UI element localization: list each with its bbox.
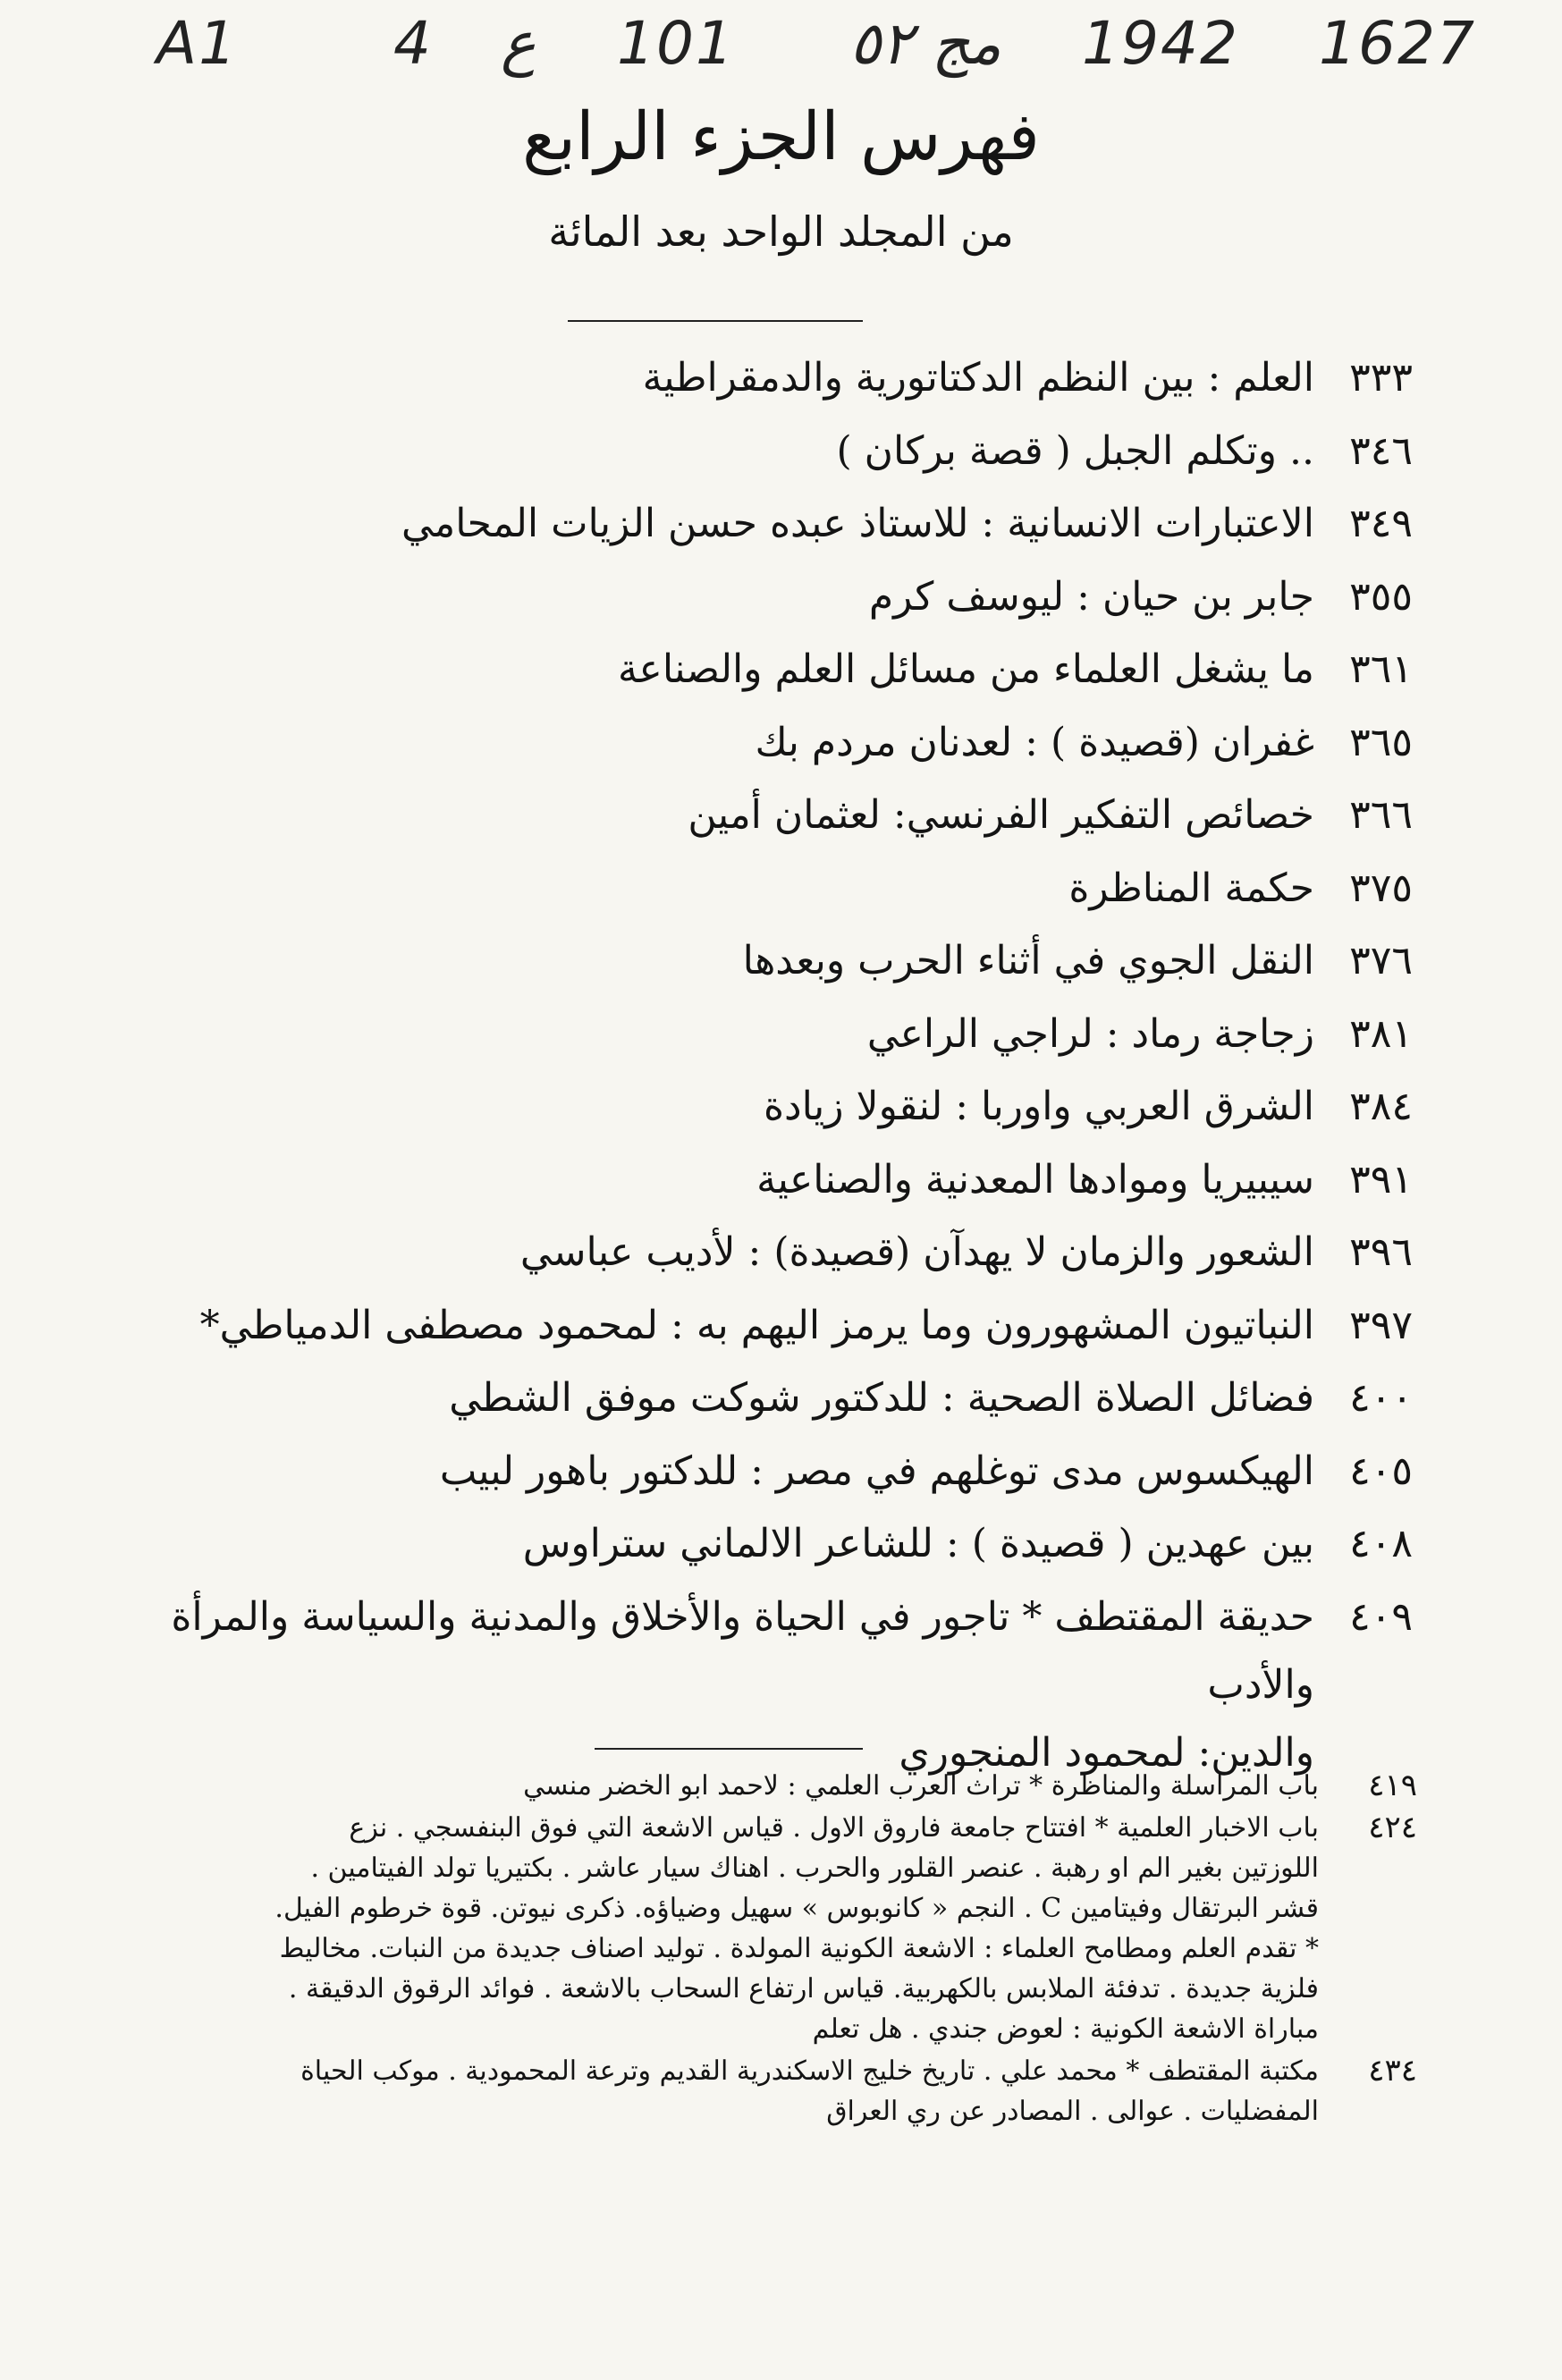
note-1942: 1942 bbox=[1082, 9, 1239, 78]
list-item bbox=[54, 418, 1413, 491]
list-item bbox=[54, 1364, 1413, 1438]
page-number: ٤٠٥ bbox=[1349, 1447, 1413, 1494]
page-number: ٣٨٤ bbox=[1349, 1084, 1413, 1129]
page-number: ٤٢٤ bbox=[1368, 1810, 1417, 1845]
entry-line: والدين: لمحمود المنجوري bbox=[899, 1729, 1314, 1776]
page-number: ٤٠٠ bbox=[1349, 1375, 1413, 1421]
entry-text bbox=[49, 2051, 1319, 2131]
entry-title: بين عهدين ( قصيدة ) : للشاعر الالماني ستراوس bbox=[522, 1521, 1314, 1566]
page-number: ٤٠٩ bbox=[1349, 1593, 1413, 1640]
list-item bbox=[54, 490, 1413, 563]
page-number: ٣٥٥ bbox=[1349, 573, 1413, 620]
entry-title: الشرق العربي واوربا : لنقولا زيادة bbox=[763, 1084, 1314, 1129]
entry-line: فلزية جديدة . تدفئة الملابس بالكهربية. قياس ارتفاع السحاب بالاشعة . فوائد الرقوق الدقيقة . bbox=[288, 1973, 1319, 2004]
entry-line: * تقدم العلم ومطامح العلماء : الاشعة الكونية المولدة . توليد اصناف جديدة من النبات. مخاليط bbox=[279, 1933, 1319, 1964]
entry-title: فضائل الصلاة الصحية : للدكتور شوكت موفق الشطي bbox=[449, 1375, 1314, 1421]
list-item bbox=[54, 1583, 1413, 1787]
note-e: ع bbox=[501, 9, 536, 78]
page-number: ٣٧٦ bbox=[1349, 938, 1413, 983]
page-number: ٣٩٦ bbox=[1349, 1229, 1413, 1275]
list-item bbox=[54, 709, 1413, 782]
entry-title: حكمة المناظرة bbox=[1068, 865, 1314, 911]
entry-title: الشعور والزمان لا يهدآن (قصيدة) : لأديب عباسي bbox=[519, 1229, 1314, 1275]
page-number: ٣٩٧ bbox=[1349, 1302, 1413, 1348]
note-cite: مج ٥٢ bbox=[849, 9, 1001, 78]
page-number: ٣٤٦ bbox=[1349, 427, 1413, 474]
page-number: ٤٣٤ bbox=[1368, 2053, 1417, 2089]
page-number: ٣٩١ bbox=[1349, 1156, 1413, 1203]
entry-line: المفضليات . عوالى . المصادر عن ري العراق bbox=[826, 2096, 1319, 2127]
page-number: ٣٧٥ bbox=[1349, 865, 1413, 911]
entry-line: حديقة المقتطف * تاجور في الحياة والأخلاق والمدنية والسياسة والمرأة والأدب bbox=[171, 1593, 1314, 1708]
entry-title: جابر بن حيان : ليوسف كرم bbox=[868, 573, 1314, 620]
list-item bbox=[49, 1808, 1417, 2049]
list-item bbox=[54, 1000, 1413, 1074]
page-subtitle: من المجلد الواحد بعد المائة bbox=[548, 207, 1014, 256]
entry-line: مكتبة المقتطف * محمد علي . تاريخ خليج الاسكندرية القديم وترعة المحمودية . موكب الحياة bbox=[300, 2055, 1319, 2087]
list-item bbox=[54, 344, 1413, 418]
list-item bbox=[54, 781, 1413, 855]
list-item bbox=[54, 927, 1413, 1000]
entry-title: الاعتبارات الانسانية : للاستاذ عبده حسن الزيات المحامي bbox=[401, 501, 1314, 546]
list-item bbox=[49, 2051, 1417, 2131]
entry-text bbox=[49, 1808, 1319, 2049]
list-item bbox=[54, 1146, 1413, 1220]
page-number: ٣٦١ bbox=[1349, 646, 1413, 692]
list-item bbox=[49, 1766, 1417, 1806]
entry-title bbox=[54, 1583, 1314, 1787]
note-101: 101 bbox=[617, 9, 735, 78]
page-number: ٣٨١ bbox=[1349, 1010, 1413, 1057]
entry-line: قشر البرتقال وفيتامين C . النجم « كانوبوس » سهيل وضياؤه. ذكرى نيوتن. قوة خرطوم الفيل. bbox=[274, 1893, 1319, 1924]
divider bbox=[568, 320, 863, 322]
page-number: ٣٤٩ bbox=[1349, 501, 1413, 546]
entry-line: اللوزتين بغير الم او رهبة . عنصر القلور والحرب . اهناك سيار عاشر . بكتيريا تولد الفيتامين . bbox=[310, 1853, 1319, 1884]
list-item bbox=[54, 1510, 1413, 1583]
entry-text bbox=[49, 1766, 1319, 1806]
list-item bbox=[54, 1292, 1413, 1365]
note-4: 4 bbox=[393, 9, 433, 78]
entry-title: خصائص التفكير الفرنسي: لعثمان أمين bbox=[688, 792, 1314, 838]
entry-line: باب الاخبار العلمية * افتتاح جامعة فاروق الاول . قياس الاشعة التي فوق البنفسجي . نزع bbox=[349, 1812, 1319, 1844]
entry-title: النقل الجوي في أثناء الحرب وبعدها bbox=[742, 938, 1314, 983]
entry-title: زجاجة رماد : لراجي الراعي bbox=[866, 1010, 1314, 1057]
entry-title: الهيكسوس مدى توغلهم في مصر : للدكتور باهور لبيب bbox=[439, 1447, 1314, 1494]
handwritten-catalog-note bbox=[0, 9, 1562, 89]
page-title: فهرس الجزء الرابع bbox=[522, 98, 1040, 175]
divider bbox=[595, 1748, 863, 1750]
list-item bbox=[54, 636, 1413, 709]
list-item bbox=[54, 1438, 1413, 1511]
entry-title: العلم : بين النظم الدكتاتورية والدمقراطية bbox=[642, 355, 1314, 401]
list-item bbox=[54, 855, 1413, 928]
page-number: ٣٣٣ bbox=[1349, 355, 1413, 401]
note-1627: 1627 bbox=[1319, 9, 1476, 78]
entry-line: باب المراسلة والمناظرة * تراث العرب العلمي : لاحمد ابو الخضر منسي bbox=[523, 1770, 1319, 1802]
entry-line: مباراة الاشعة الكونية : لعوض جندي . هل تعلم bbox=[812, 2013, 1319, 2045]
contents-list bbox=[54, 344, 1413, 1787]
entry-title: ما يشغل العلماء من مسائل العلم والصناعة bbox=[617, 646, 1314, 692]
section-list bbox=[49, 1766, 1417, 2133]
entry-title: .. وتكلم الجبل ( قصة بركان ) bbox=[836, 427, 1314, 474]
page-number: ٣٦٥ bbox=[1349, 719, 1413, 765]
page-number: ٤٠٨ bbox=[1349, 1521, 1413, 1566]
page-number: ٣٦٦ bbox=[1349, 792, 1413, 838]
page-number: ٤١٩ bbox=[1368, 1768, 1417, 1803]
list-item bbox=[54, 1219, 1413, 1292]
entry-title: النباتيون المشهورون وما يرمز اليهم به : لمحمود مصطفى الدمياطي* bbox=[199, 1302, 1314, 1348]
note-a1: A1 bbox=[156, 9, 239, 78]
list-item bbox=[54, 1073, 1413, 1146]
list-item bbox=[54, 563, 1413, 637]
entry-title: غفران (قصيدة ) : لعدنان مردم بك bbox=[755, 719, 1314, 765]
entry-title: سيبيريا وموادها المعدنية والصناعية bbox=[756, 1156, 1314, 1203]
